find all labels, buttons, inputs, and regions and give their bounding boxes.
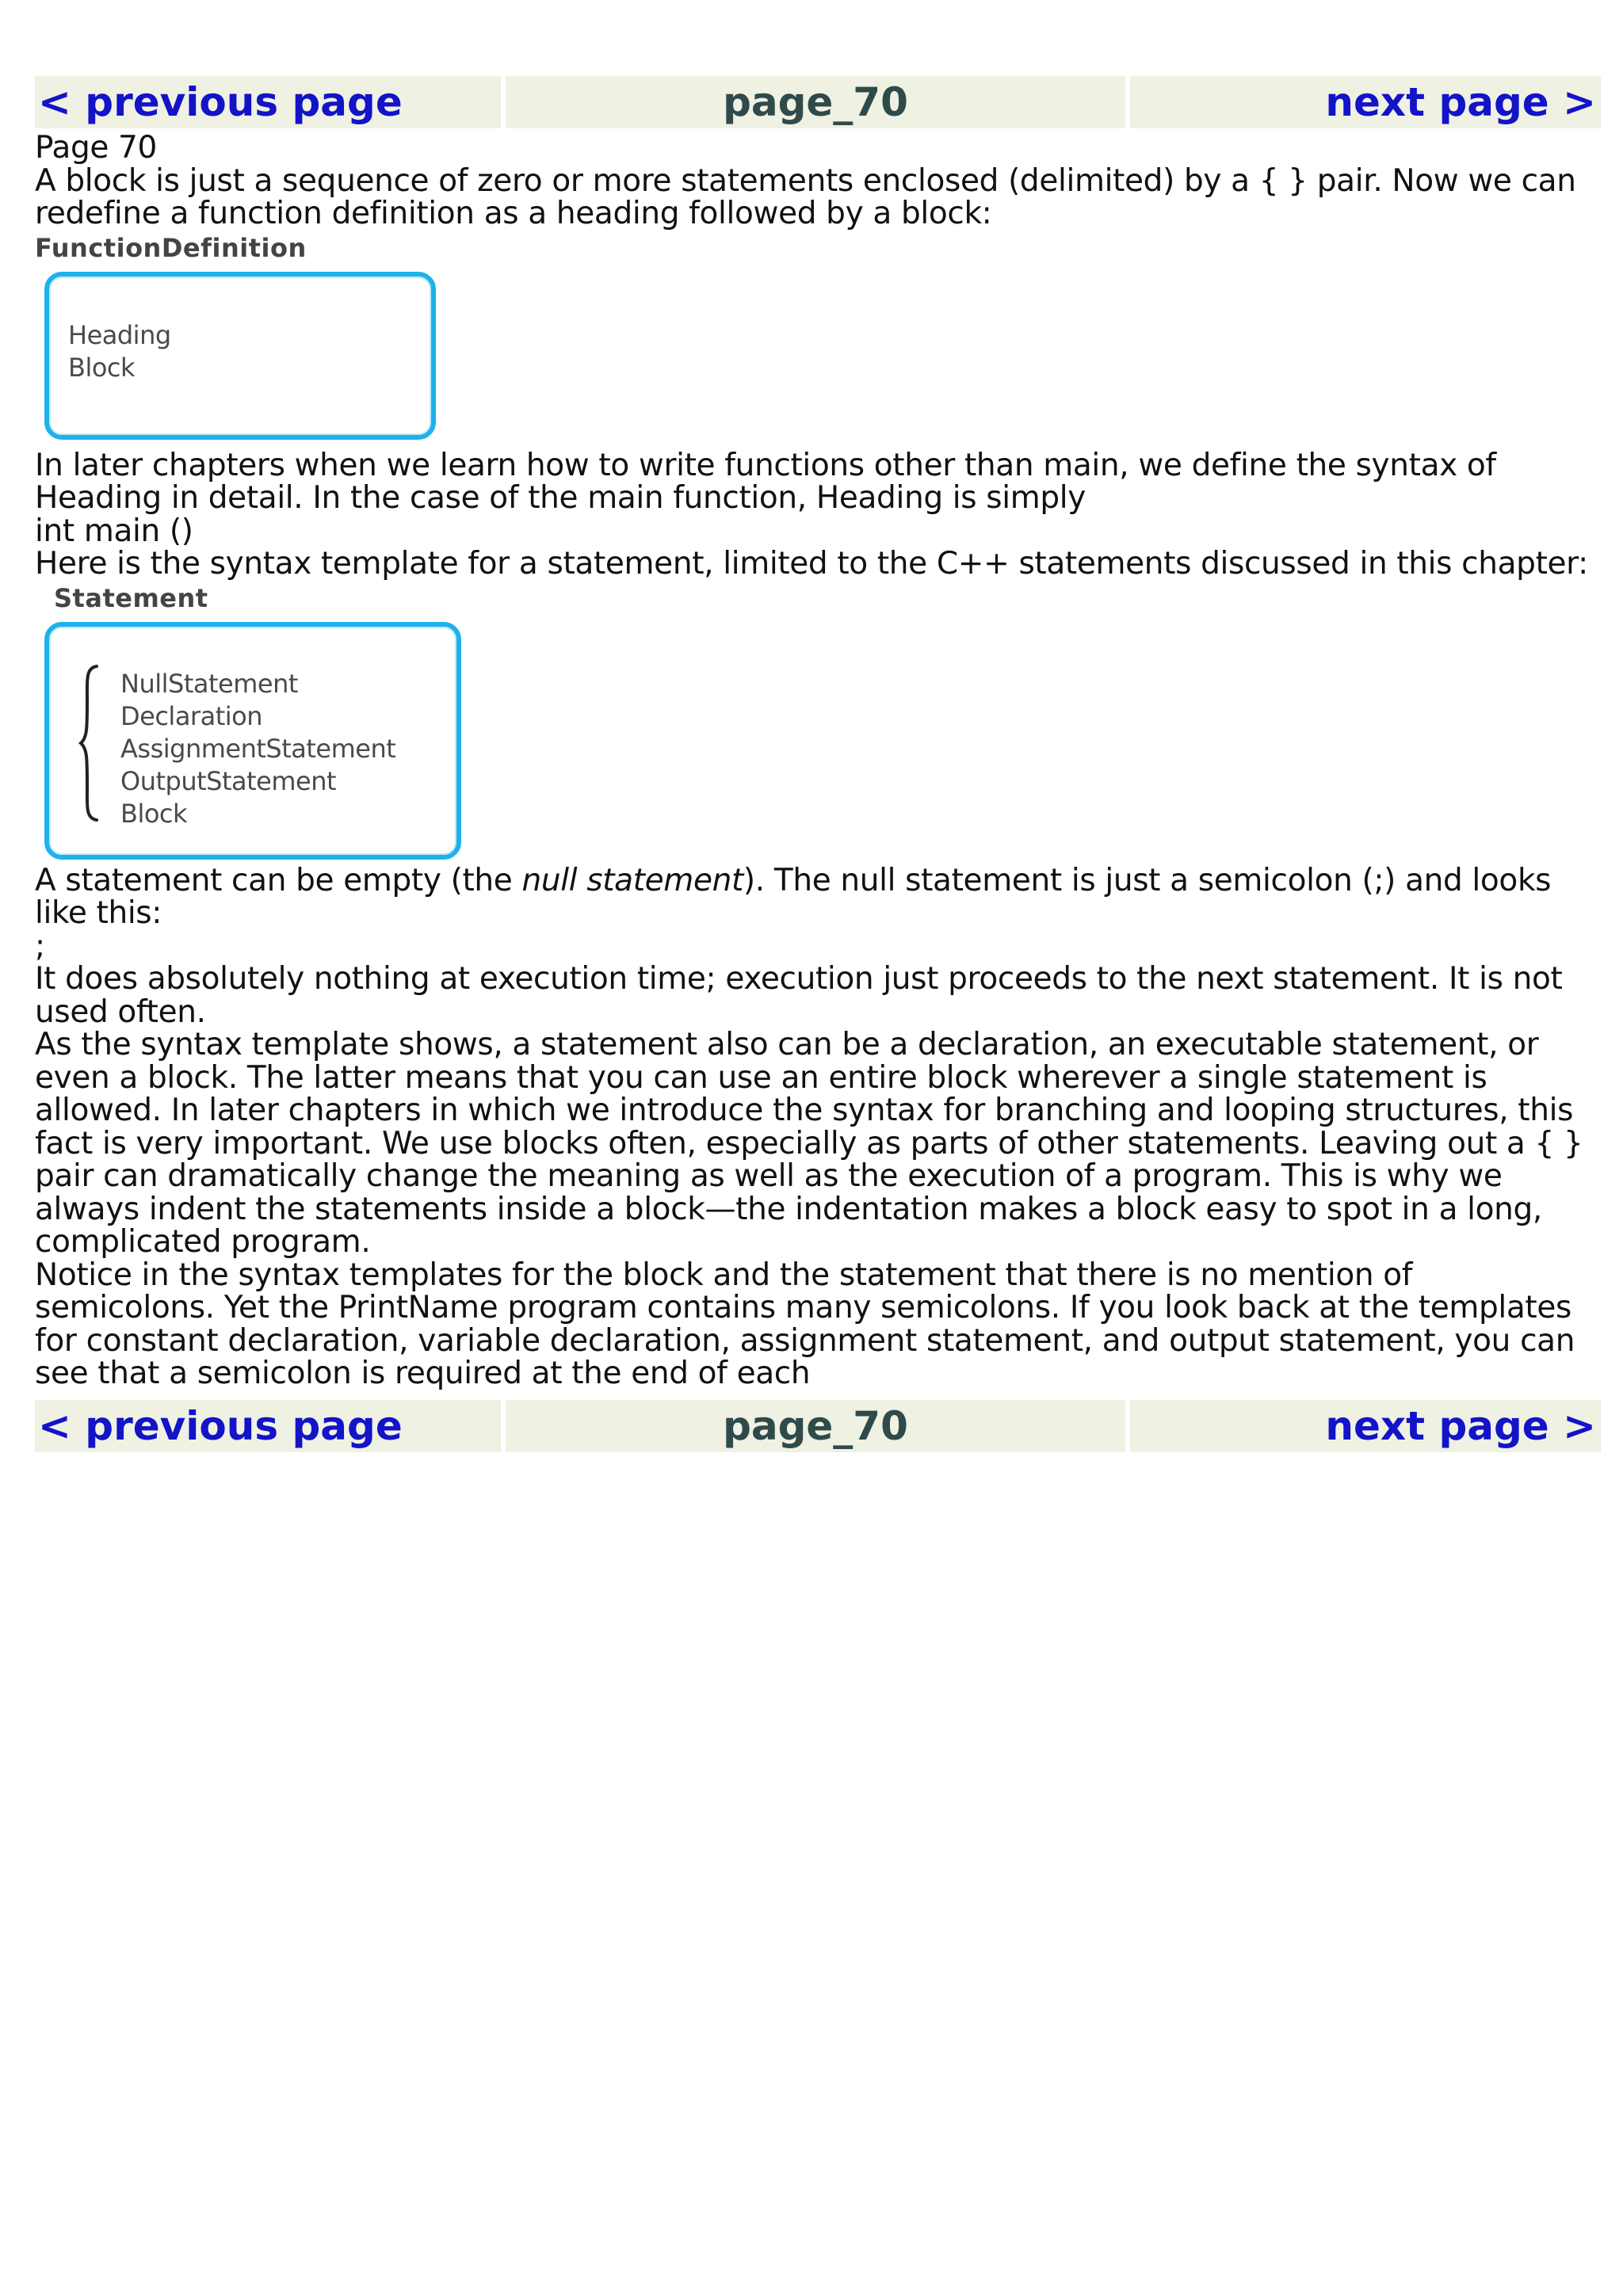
null-statement-term: null statement — [521, 862, 743, 898]
diagram-item-block: Block — [120, 798, 188, 829]
paragraph-null-usage: It does absolutely nothing at execution time; execution just proceeds to the next statement. It is not used often. — [35, 961, 1563, 1030]
paragraph-blocks-usage: As the syntax template shows, a statement also can be a declaration, an executable statement, or even a block. The latter means that you can use an entire block wherever a single statement is allowed. In later chapters in which we introduce the syntax for branching and looping structures, this fact is very important. We use blocks often, especially as parts of other statements. Leaving out a { } pair can dramatically change the meaning as well as the execution of a program. This is why we always indent the statements inside a block—the indentation makes a block easy to spot in a long, complicated program. — [35, 1027, 1583, 1260]
null-statement-text-before: A statement can be empty (the — [35, 862, 522, 898]
bottom-page-label: page_70 — [723, 1402, 908, 1449]
function-definition-diagram — [44, 272, 436, 440]
page — [35, 76, 1601, 1452]
top-nav-page-cell — [506, 76, 1125, 128]
diagram-item-block: Block — [68, 352, 136, 383]
top-previous-page-link[interactable]: < previous page — [38, 79, 403, 125]
paragraph-statement-template: Here is the syntax template for a statement, limited to the C++ statements discussed in this chapter: — [35, 546, 1588, 582]
diagram-item-heading: Heading — [68, 319, 171, 350]
page-heading: Page 70 — [35, 130, 157, 166]
top-nav-next-cell — [1130, 76, 1601, 128]
bottom-nav-page-cell — [506, 1400, 1125, 1452]
null-statement-text-after: ). The null statement is just a semicolon (;) and looks like this: — [35, 862, 1552, 931]
page-content — [35, 132, 1601, 1390]
top-navigation-bar — [35, 76, 1601, 128]
statement-items — [120, 668, 395, 830]
function-definition-title: FunctionDefinition — [35, 232, 307, 263]
bottom-nav-previous-cell — [35, 1400, 501, 1452]
top-nav-previous-cell — [35, 76, 501, 128]
diagram-item-output-statement: OutputStatement — [120, 765, 337, 796]
bottom-previous-page-link[interactable]: < previous page — [38, 1402, 403, 1449]
paragraph-semicolons: Notice in the syntax templates for the block and the statement that there is no mention of semicolons. Yet the PrintName program contains many semicolons. If you look back at the templates for constant declaration, variable declaration, assignment statement, and output statement, you can see that a semicolon is required at the end of each — [35, 1257, 1575, 1391]
bottom-navigation-bar — [35, 1400, 1601, 1452]
function-definition-items — [68, 319, 171, 384]
diagram-item-declaration: Declaration — [120, 700, 262, 731]
statement-diagram — [44, 622, 461, 860]
paragraph-block-definition: A block is just a sequence of zero or more statements enclosed (delimited) by a { } pair. Now we can redefine a function definition as a heading followed by a block: — [35, 162, 1576, 231]
curly-brace-icon — [78, 665, 101, 822]
paragraph-null-statement — [35, 864, 1601, 930]
bottom-next-page-link[interactable]: next page > — [1325, 1402, 1596, 1449]
top-next-page-link[interactable]: next page > — [1325, 79, 1596, 125]
bottom-nav-next-cell — [1130, 1400, 1601, 1452]
top-page-label: page_70 — [723, 79, 908, 125]
code-int-main: int main () — [35, 513, 193, 549]
statement-title: Statement — [54, 582, 208, 613]
paragraph-heading-syntax: In later chapters when we learn how to write functions other than main, we define the syntax of Heading in detail. In the case of the main function, Heading is simply — [35, 447, 1496, 516]
code-semicolon: ; — [35, 928, 45, 964]
diagram-item-assignment-statement: AssignmentStatement — [120, 733, 396, 764]
diagram-item-null-statement: NullStatement — [120, 668, 298, 699]
